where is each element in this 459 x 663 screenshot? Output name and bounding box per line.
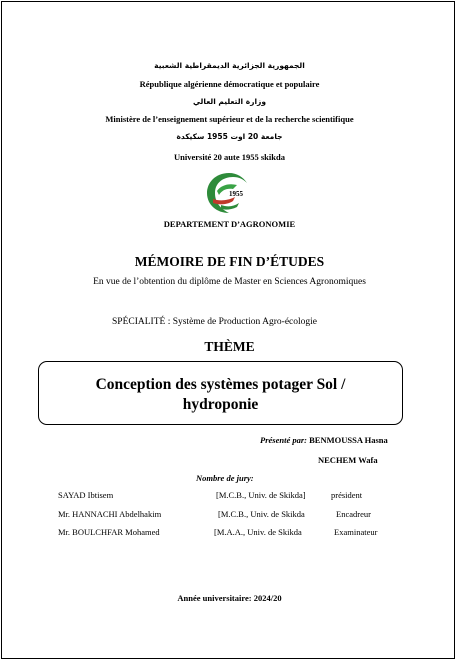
jury-member-grade: [M.A.A., Univ. de Skikda	[214, 527, 302, 537]
jury-member-grade: [M.C.B., Univ. de Skikda	[218, 509, 305, 519]
thesis-type: MÉMOIRE DE FIN D’ÉTUDES	[134, 254, 325, 269]
specialty	[112, 317, 317, 327]
jury-member-role: Examinateur	[334, 527, 378, 537]
jury-member-role: président	[331, 490, 363, 500]
logo-year: 1955	[229, 190, 243, 198]
ministry-french: Ministère de l’enseignement supérieur et de la recherche scientifique	[105, 114, 354, 124]
thesis-title-line1: Conception des systèmes potager Sol /	[95, 376, 346, 393]
republic-french: République algérienne démocratique et populaire	[139, 79, 320, 89]
theme-label: THÈME	[204, 339, 255, 354]
jury-member-name: SAYAD Ibtisem	[58, 490, 114, 500]
university-french: Université 20 aute 1955 skikda	[174, 152, 285, 162]
presented-label: Présenté par:	[260, 435, 307, 445]
jury-member-name: Mr. BOULCHFAR Mohamed	[58, 527, 160, 537]
jury-member-grade: [M.C.B., Univ. de Skikda]	[216, 490, 306, 500]
specialty-value: : Système de Production Agro-écologie	[167, 317, 318, 327]
university-arabic: جامعة 20 اوت 1955 سكيكدة	[176, 132, 283, 141]
academic-year: Année universitaire: 2024/20	[177, 593, 282, 603]
thesis-title	[38, 375, 403, 415]
university-logo	[203, 169, 255, 215]
jury-heading: Nombre de jury:	[196, 473, 254, 483]
department-name: DEPARTEMENT D’AGRONOMIE	[163, 219, 296, 229]
presented-by	[260, 435, 388, 445]
specialty-label: SPÉCIALITÉ	[112, 317, 166, 327]
ministry-arabic: وزارة التعليم العالي	[192, 97, 267, 106]
jury-member-role: Encadreur	[336, 509, 371, 519]
author-2: NECHEM Wafa	[318, 455, 378, 465]
thesis-title-line2: hydroponie	[182, 396, 259, 413]
author-1: BENMOUSSA Hasna	[309, 435, 388, 445]
jury-member-name: Mr. HANNACHI Abdelhakim	[58, 509, 162, 519]
republic-arabic: الجمهورية الجزائرية الديمقراطية الشعبية	[154, 61, 305, 70]
degree-purpose: En vue de l’obtention du diplôme de Master en Sciences Agronomiques	[93, 277, 366, 287]
